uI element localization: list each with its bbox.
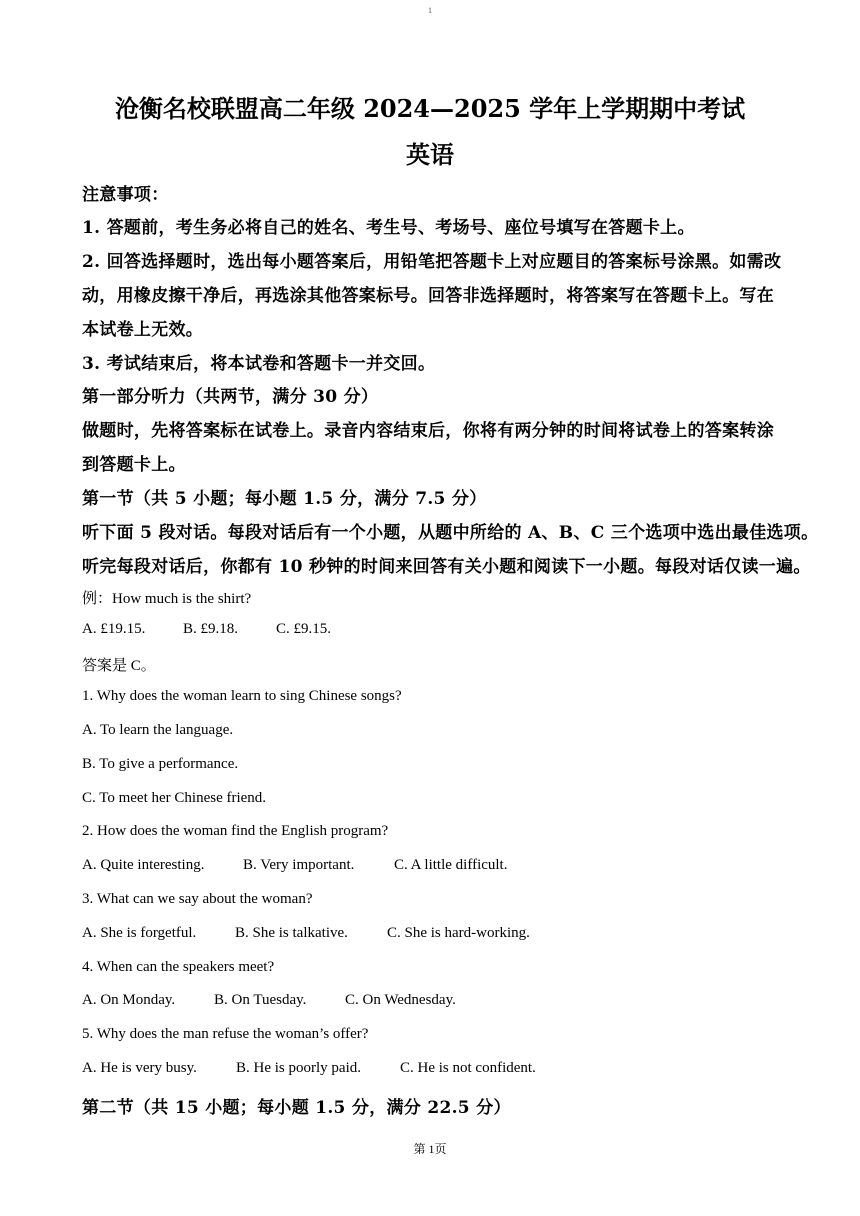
notice-item-3: 3. 考试结束后，将本试卷和答题卡一并交回。: [82, 354, 436, 374]
question-4-option-b: B. On Tuesday.: [214, 992, 307, 1008]
example-option-c: C. £9.15.: [276, 621, 332, 637]
question-4-option-a: A. On Monday.: [82, 992, 176, 1008]
example-question: 例：How much is the shirt?: [82, 591, 252, 607]
section2-heading: 第二节（共 15 小题；每小题 1.5 分，满分 22.5 分）: [82, 1098, 511, 1118]
question-2-option-b: B. Very important.: [243, 857, 355, 873]
part1-intro-line-2: 到答题卡上。: [82, 455, 186, 475]
section1-heading: 第一节（共 5 小题；每小题 1.5 分，满分 7.5 分）: [82, 489, 487, 509]
example-answer: 答案是 C。: [82, 658, 156, 674]
question-3-option-b: B. She is talkative.: [235, 925, 348, 941]
question-3-options: [82, 925, 530, 942]
example-option-a: A. £19.15.: [82, 621, 146, 637]
question-3-option-c: C. She is hard-working.: [387, 925, 530, 941]
question-5: 5. Why does the man refuse the woman’s offer?: [82, 1026, 369, 1042]
part1-intro-line-1: 做题时，先将答案标在试卷上。录音内容结束后，你将有两分钟的时间将试卷上的答案转涂: [82, 421, 774, 441]
question-1: 1. Why does the woman learn to sing Chinese songs?: [82, 688, 402, 704]
example-options: [82, 621, 331, 638]
question-5-option-a: A. He is very busy.: [82, 1060, 197, 1076]
question-5-options: [82, 1060, 536, 1077]
question-1-option-c: C. To meet her Chinese friend.: [82, 790, 267, 806]
question-4: 4. When can the speakers meet?: [82, 959, 275, 975]
part1-heading: 第一部分听力（共两节，满分 30 分）: [82, 387, 379, 407]
section1-instruction-line-1: 听下面 5 段对话。每段对话后有一个小题，从题中所给的 A、B、C 三个选项中选出最佳选项。: [82, 523, 819, 543]
page-top-mark: 1: [428, 6, 432, 15]
page-number: 第 1页: [413, 1142, 447, 1156]
notice-item-2-line-1: 2. 回答选择题时，选出每小题答案后，用铅笔把答题卡上对应题目的答案标号涂黑。如需改: [82, 252, 782, 272]
notice-item-1: 1. 答题前，考生务必将自己的姓名、考生号、考场号、座位号填写在答题卡上。: [82, 218, 695, 238]
section1-instruction-line-2: 听完每段对话后，你都有 10 秒钟的时间来回答有关小题和阅读下一小题。每段对话仅读一遍。: [82, 557, 811, 577]
example-option-b: B. £9.18.: [183, 621, 239, 637]
question-1-option-a: A. To learn the language.: [82, 722, 234, 738]
notice-item-2-line-2: 动，用橡皮擦干净后，再选涂其他答案标号。回答非选择题时，将答案写在答题卡上。写在: [82, 286, 774, 306]
question-3: 3. What can we say about the woman?: [82, 891, 313, 907]
notice-item-2-line-3: 本试卷上无效。: [82, 320, 204, 340]
question-5-option-b: B. He is poorly paid.: [236, 1060, 361, 1076]
exam-title: 沧衡名校联盟高二年级 2024—2025 学年上学期期中考试: [114, 94, 746, 123]
exam-subject: 英语: [406, 140, 454, 169]
question-2-options: [82, 857, 507, 874]
question-2: 2. How does the woman find the English program?: [82, 823, 389, 839]
notice-heading: 注意事项：: [82, 185, 169, 205]
question-4-options: [82, 992, 456, 1009]
question-4-option-c: C. On Wednesday.: [345, 992, 456, 1008]
question-2-option-a: A. Quite interesting.: [82, 857, 205, 873]
question-1-option-b: B. To give a performance.: [82, 756, 239, 772]
question-5-option-c: C. He is not confident.: [400, 1060, 536, 1076]
question-2-option-c: C. A little difficult.: [394, 857, 508, 873]
question-3-option-a: A. She is forgetful.: [82, 925, 197, 941]
